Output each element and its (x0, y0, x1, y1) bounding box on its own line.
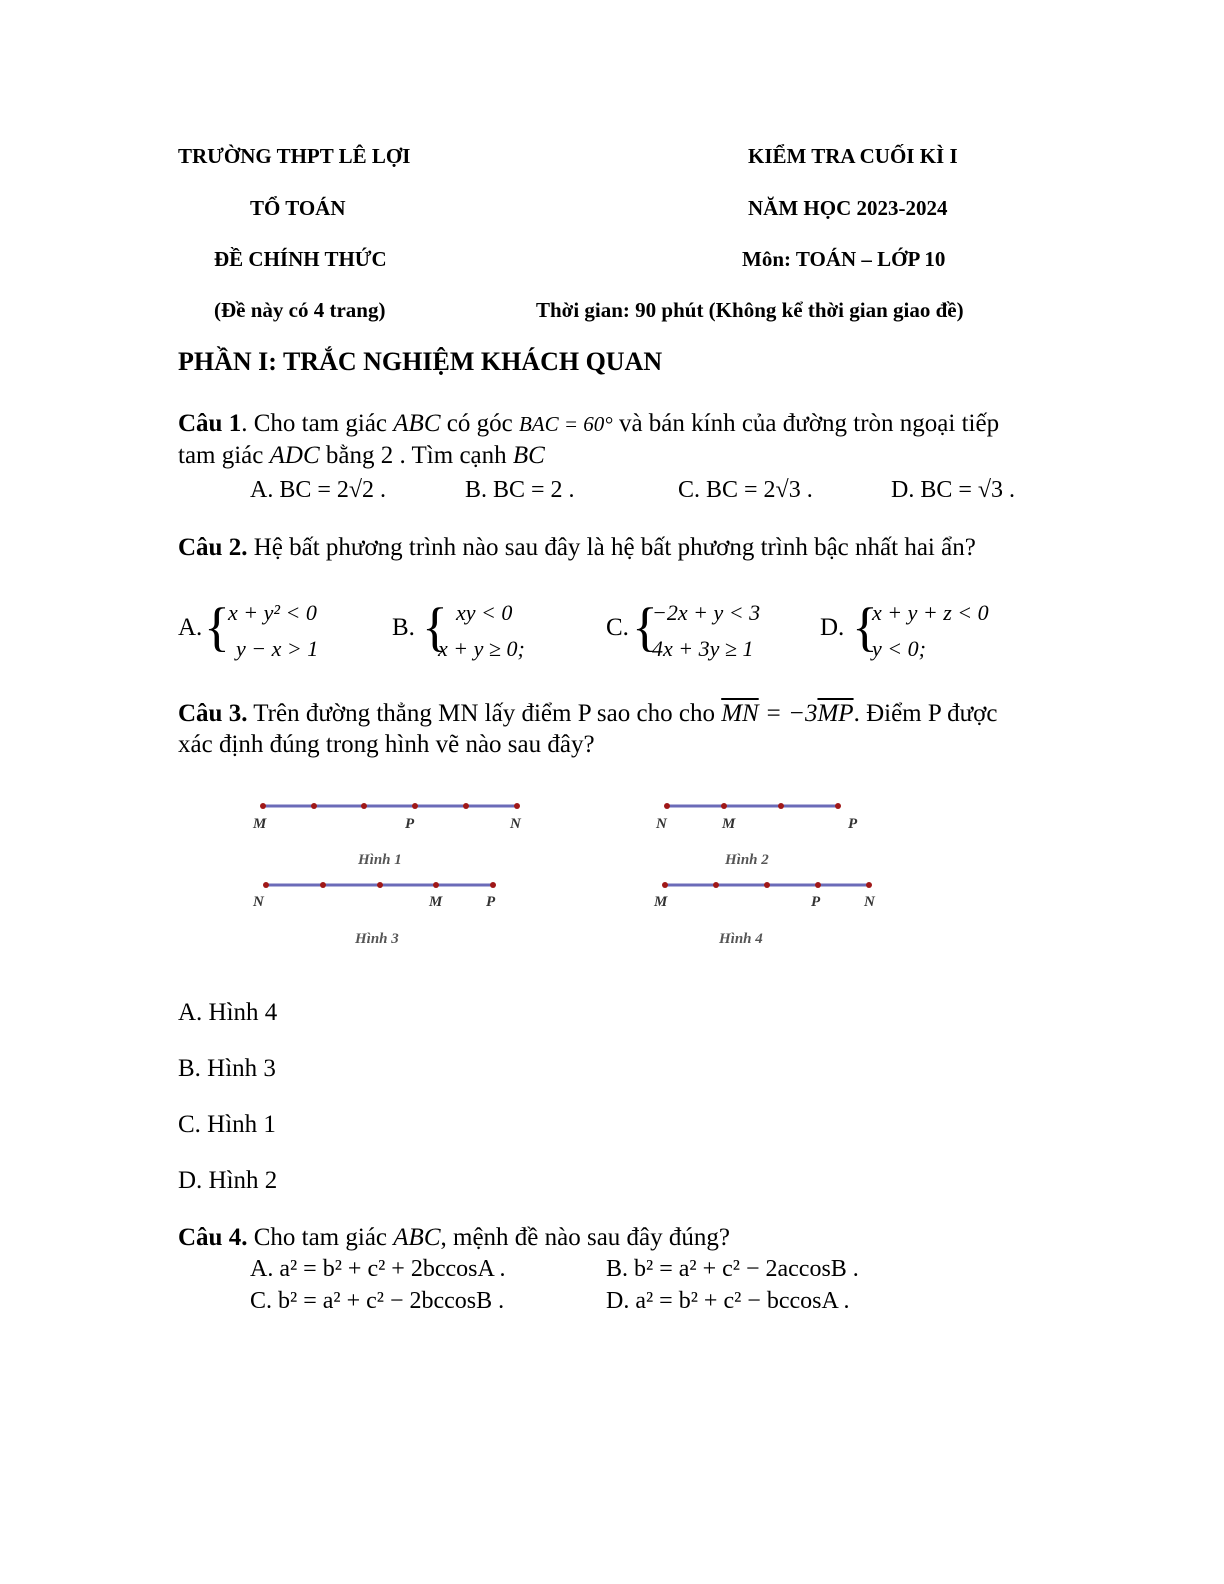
system-line-2: y < 0; (872, 636, 926, 661)
vector-mp: $\overline{MP}$ (817, 700, 854, 727)
option-letter: B. (392, 614, 415, 641)
point-label: N (253, 894, 264, 910)
q1-option-d[interactable]: D. BC = √3 . (891, 477, 1016, 503)
figure-2 (655, 803, 858, 868)
q4-option-a[interactable]: A. a² = b² + c² + 2bccosA . (250, 1256, 506, 1282)
point (377, 882, 383, 888)
question-2 (178, 532, 1038, 563)
point-label: N (656, 816, 667, 832)
point-label: N (510, 816, 521, 832)
option-letter: D. (820, 614, 845, 641)
exam-title: KIỂM TRA CUỐI KÌ I (748, 144, 958, 168)
q3-answer-c[interactable]: C. Hình 1 (178, 1111, 276, 1138)
question-text: . Cho tam giác (241, 410, 394, 437)
math-expr: = −3 (758, 700, 818, 727)
figure-3 (252, 882, 496, 947)
point (490, 882, 496, 888)
math-expr: ADC (269, 442, 320, 469)
point (263, 882, 269, 888)
figures (240, 790, 900, 960)
q3-answer-b[interactable]: B. Hình 3 (178, 1055, 276, 1082)
point (311, 803, 317, 809)
brace-icon: { (852, 597, 878, 657)
point (764, 882, 770, 888)
point-label: P (486, 894, 496, 910)
brace-icon: { (422, 597, 448, 657)
q2-option-c[interactable] (606, 598, 786, 668)
q4-option-d[interactable]: D. a² = b² + c² − bccosA . (606, 1288, 850, 1314)
subject: Môn: TOÁN – LỚP 10 (742, 247, 946, 271)
system-line-1: x + y + z < 0 (872, 600, 989, 625)
point-label: M (253, 816, 267, 832)
point (866, 882, 872, 888)
exam-time: Thời gian: 90 phút (Không kể thời gian giao đề) (536, 298, 964, 322)
point (433, 882, 439, 888)
point (721, 803, 727, 809)
math-expr: ABC (393, 410, 441, 437)
point-label: M (722, 816, 736, 832)
question-1 (178, 408, 1038, 471)
q1-option-c[interactable]: C. BC = 2√3 . (678, 477, 813, 503)
page-count: (Đề này có 4 trang) (214, 298, 386, 322)
math-expr: BAC = 60° (518, 412, 613, 436)
question-label: Câu 2. (178, 534, 248, 561)
figure-caption: Hình 4 (719, 931, 763, 947)
system-line-2: y − x > 1 (236, 636, 319, 661)
question-text: Hệ bất phương trình nào sau đây là hệ bất phương trình bậc nhất hai ẩn? (247, 534, 976, 561)
point (778, 803, 784, 809)
math-expr: BC (512, 442, 545, 469)
figure-caption: Hình 1 (358, 852, 402, 868)
system-line-1: x + y² < 0 (228, 600, 317, 625)
point (260, 803, 266, 809)
q4-option-b[interactable]: B. b² = a² + c² − 2accosB . (606, 1256, 859, 1282)
question-text: Cho tam giác (247, 1224, 394, 1251)
brace-icon: { (204, 597, 230, 657)
system-line-2: 4x + 3y ≥ 1 (652, 636, 754, 661)
point-label: P (811, 894, 821, 910)
point-label: N (864, 894, 875, 910)
point (514, 803, 520, 809)
point (835, 803, 841, 809)
figure-caption: Hình 3 (355, 931, 399, 947)
q3-answer-a[interactable]: A. Hình 4 (178, 999, 278, 1026)
brace-icon: { (632, 597, 658, 657)
school-year: NĂM HỌC 2023-2024 (748, 196, 948, 220)
official-label: ĐỀ CHÍNH THỨC (214, 247, 387, 271)
q3-answer-d[interactable]: D. Hình 2 (178, 1167, 278, 1194)
q2-option-d[interactable] (820, 598, 1010, 668)
q1-option-b[interactable]: B. BC = 2 . (465, 477, 575, 503)
system-line-2: x + y ≥ 0; (438, 636, 525, 661)
q4-option-c[interactable]: C. b² = a² + c² − 2bccosB . (250, 1288, 505, 1314)
q1-option-a[interactable]: A. BC = 2√2 . (250, 477, 387, 503)
question-text: , mệnh đề nào sau đây đúng? (440, 1224, 731, 1251)
question-3 (178, 698, 1038, 760)
question-text: . Điểm P được xác định đúng trong hình vẽ nào sau đây? (178, 700, 998, 758)
point (320, 882, 326, 888)
school-name: TRƯỜNG THPT LÊ LỢI (178, 144, 411, 168)
question-text: và bán kính của đường tròn ngoại tiếp tam giác (178, 410, 1000, 469)
q2-option-a[interactable] (178, 598, 358, 668)
point-label: M (429, 894, 443, 910)
point (713, 882, 719, 888)
point (361, 803, 367, 809)
point (815, 882, 821, 888)
point (412, 803, 418, 809)
system-line-1: −2x + y < 3 (652, 600, 761, 625)
point (662, 882, 668, 888)
figure-4 (653, 882, 876, 947)
question-text: có góc (440, 410, 519, 437)
q2-option-b[interactable] (392, 598, 572, 668)
question-label: Câu 3. (178, 700, 248, 727)
point-label: M (654, 894, 668, 910)
system-line-1: xy < 0 (456, 600, 513, 625)
math-expr: ABC (393, 1224, 441, 1251)
vector-mn: $\overline{MN}$ (721, 700, 759, 727)
point (463, 803, 469, 809)
point-label: P (848, 816, 858, 832)
question-text: Trên đường thẳng MN lấy điểm P sao cho cho (247, 700, 722, 727)
option-letter: C. (606, 614, 629, 641)
question-label: Câu 4. (178, 1224, 248, 1251)
section-title: PHẦN I: TRẮC NGHIỆM KHÁCH QUAN (178, 347, 663, 376)
figure-caption: Hình 2 (725, 852, 769, 868)
point (664, 803, 670, 809)
figure-1 (252, 803, 522, 868)
question-4 (178, 1222, 1038, 1253)
department: TỔ TOÁN (250, 196, 346, 220)
option-letter: A. (178, 614, 203, 641)
question-text: bằng 2 . Tìm cạnh (319, 442, 513, 469)
question-label: Câu 1 (178, 410, 242, 437)
point-label: P (405, 816, 415, 832)
